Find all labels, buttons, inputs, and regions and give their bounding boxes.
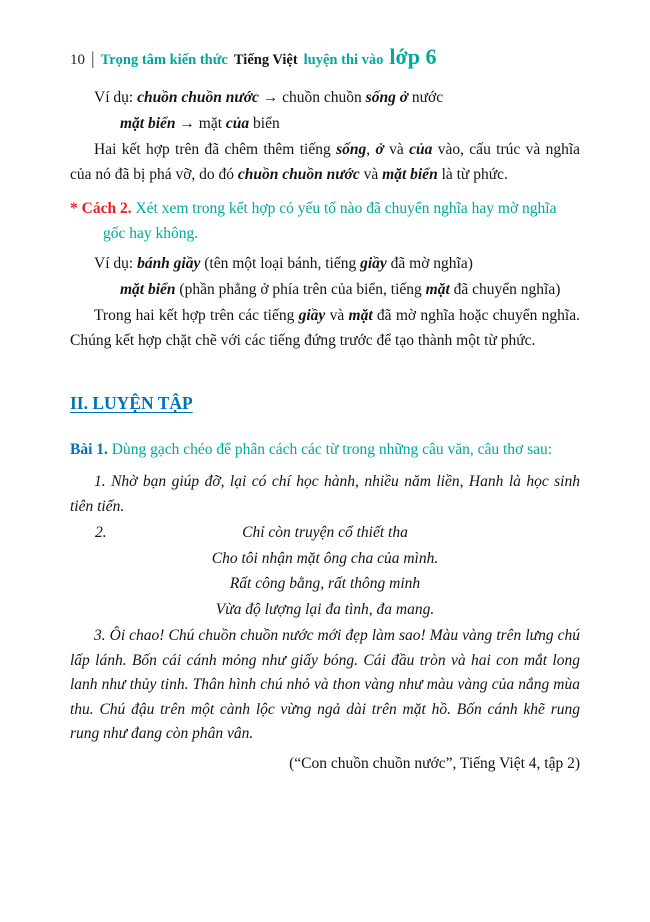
paragraph: [70, 304, 580, 353]
text-segment: Rất công bằng, rất thông minh: [229, 575, 421, 592]
page-number: 10: [70, 52, 85, 68]
text-segment: và: [325, 307, 349, 324]
poem-item-number: 2.: [95, 524, 107, 541]
text-segment: chuồn chuồn nước: [137, 89, 259, 106]
text-segment: mặt biển: [120, 114, 176, 132]
text-segment: Ví dụ:: [94, 89, 138, 106]
text-segment: 1. Nhờ bạn giúp đỡ, lại có chí học hành, nhiều năm liền, Hanh là học sinh tiên tiến.: [70, 473, 580, 515]
section-heading: [70, 391, 580, 416]
text-segment: (phần phẳng ở phía trên của biển, tiếng: [175, 280, 426, 298]
text-segment: Trong hai kết hợp trên các tiếng: [94, 307, 299, 324]
text-segment: đã chuyển nghĩa): [449, 280, 561, 298]
text-segment: Hai kết hợp trên đã chêm thêm tiếng: [94, 141, 337, 158]
text-segment: nước: [408, 89, 444, 106]
exercise-intro: [70, 438, 580, 463]
exercise-item: [70, 624, 580, 747]
text-segment: Chỉ còn truyện cổ thiết tha: [242, 524, 408, 541]
text-segment: của: [225, 114, 250, 132]
text-segment: giầy: [360, 255, 387, 272]
page-header: [70, 44, 580, 70]
text-segment: chuồn chuồn nước: [237, 165, 360, 183]
text-segment: Ví dụ:: [94, 255, 138, 272]
text-segment: mặt biển: [120, 280, 176, 298]
method-note: [70, 197, 580, 246]
poem-line: [70, 572, 580, 597]
example-line: [120, 278, 580, 303]
header-separator: |: [91, 48, 95, 68]
example-line: [94, 252, 580, 277]
text-segment: (tên một loại bánh, tiếng: [200, 255, 361, 272]
header-title-part3: luyện thi vào: [303, 52, 384, 68]
text-segment: Vừa độ lượng lại đa tình, đa mang.: [215, 600, 435, 618]
text-segment: giầy: [298, 307, 326, 324]
text-segment: ,: [366, 141, 376, 158]
text-segment: đã mờ nghĩa): [386, 255, 473, 272]
text-segment: sống: [365, 89, 396, 106]
header-title-grade: lớp 6: [389, 44, 437, 69]
text-segment: mặt biển: [382, 165, 438, 183]
text-segment: Cho tôi nhận mặt ông cha của mình.: [211, 549, 439, 567]
text-segment: → mặt: [175, 114, 226, 132]
poem-line: [70, 521, 580, 546]
text-segment: ở: [375, 141, 384, 158]
example-line: [120, 112, 580, 137]
content-blocks: [70, 86, 580, 776]
text-segment: 3. Ôi chao! Chú chuồn chuồn nước mới đẹp làm sao! Màu vàng trên lưng chú lấp lánh. Bốn cái cánh mỏng như giấy bóng. Cái đầu tròn và hai con mắt long lanh như thủy tinh. Thân hình chú nhỏ và thon vàng như màu vàng của nắng mùa thu. Chú đậu trên một cành lộc vừng ngả dài trên mặt hồ. Bốn cánh khẽ rung rung như đang còn phân vân.: [70, 627, 580, 742]
text-segment: Bài 1.: [70, 440, 108, 458]
example-line: [94, 86, 580, 111]
text-segment: * Cách 2.: [70, 200, 132, 217]
text-segment: là từ phức.: [437, 165, 508, 183]
text-segment: của: [409, 141, 433, 158]
text-segment: → chuồn chuồn: [258, 89, 366, 106]
text-segment: và: [359, 165, 383, 183]
source-citation: [70, 752, 580, 777]
text-segment: và: [383, 141, 410, 158]
poem-line: [70, 598, 580, 623]
text-segment: Dùng gạch chéo để phân cách các từ trong những câu văn, câu thơ sau:: [107, 440, 553, 458]
text-segment: ở: [399, 89, 409, 106]
text-segment: mặt: [348, 307, 373, 324]
text-segment: (“Con chuồn chuồn nước”, Tiếng Việt 4, tập 2): [289, 754, 580, 772]
poem-line: [70, 547, 580, 572]
text-segment: bánh giầy: [137, 255, 201, 272]
text-segment: biển: [249, 114, 280, 132]
text-segment: vào, cấu trúc và nghĩa của nó đã bị phá vỡ, do đó: [70, 141, 581, 183]
text-segment: đã mờ nghĩa hoặc chuyển nghĩa. Chúng kết hợp chặt chẽ với các tiếng đứng trước để tạo thành một từ phức.: [70, 307, 580, 349]
text-segment: II. LUYỆN TẬP: [70, 393, 193, 413]
text-segment: sống: [336, 141, 367, 158]
text-segment: Xét xem trong kết hợp có yếu tố nào đã chuyển nghĩa hay mờ nghĩa gốc hay không.: [103, 200, 557, 242]
paragraph: [70, 138, 580, 187]
header-title-part2: Tiếng Việt: [233, 52, 298, 68]
text-segment: mặt: [425, 280, 450, 298]
exercise-item: [70, 470, 580, 519]
header-title-part1: Trọng tâm kiến thức: [100, 52, 228, 68]
